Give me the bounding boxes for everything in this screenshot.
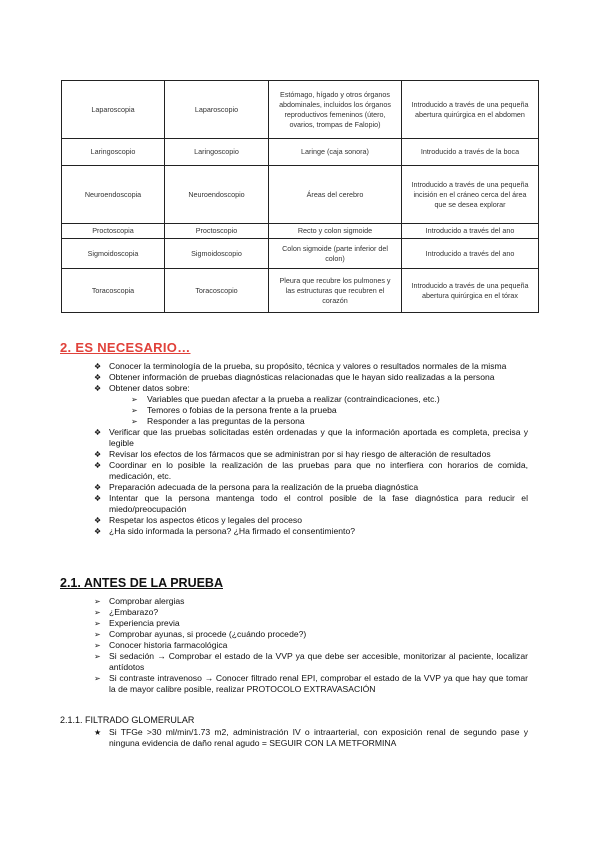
- list-item-text: Comprobar alergias: [109, 596, 185, 606]
- list-item: [91, 618, 528, 629]
- diamond-bullet-icon: ❖: [94, 384, 102, 393]
- list-item-text: Coordinar en lo posible la realización de las pruebas para que no interfiera con horarios de comida, medicación, etc.: [109, 460, 528, 481]
- table-row: [62, 269, 539, 313]
- list-item-text: Temores o fobias de la persona frente a la prueba: [147, 405, 337, 415]
- arrow-bullet-icon: ➢: [131, 395, 138, 404]
- arrow-bullet-icon: ➢: [94, 630, 101, 639]
- diamond-bullet-icon: ❖: [94, 428, 102, 437]
- table-cell: Laringoscopio: [62, 139, 165, 166]
- list-item: [91, 607, 528, 618]
- diamond-bullet-icon: ❖: [94, 494, 102, 503]
- list-item-text: Si TFGe >30 ml/min/1.73 m2, administración IV o intraarterial, con exposición renal de segundo pase y ninguna evidencia de daño renal agudo = SEGUIR CON LA METFORMINA: [109, 727, 528, 748]
- diamond-bullet-icon: ❖: [94, 362, 102, 371]
- necesario-list: [91, 361, 528, 537]
- list-item-text: ¿Embarazo?: [109, 607, 159, 617]
- table-cell: Laringoscopio: [165, 139, 269, 166]
- list-item-text: Variables que puedan afectar a la prueba a realizar (contraindicaciones, etc.): [147, 394, 440, 404]
- list-item-text: Intentar que la persona mantenga todo el control posible de la fase diagnóstica para reducir el miedo/preocupación: [109, 493, 528, 514]
- table-cell: Toracoscopio: [165, 269, 269, 313]
- list-item: [91, 596, 528, 607]
- table-row: [62, 224, 539, 239]
- table-cell: Laparoscopio: [165, 81, 269, 139]
- list-item: [109, 405, 528, 416]
- list-item-text: Conocer historia farmacológica: [109, 640, 228, 650]
- table-cell: Introducido a través de la boca: [402, 139, 539, 166]
- list-item: [91, 651, 528, 673]
- list-item: [91, 493, 528, 515]
- filtrado-list: [91, 727, 528, 749]
- section-heading-filtrado-glomerular: 2.1.1. FILTRADO GLOMERULAR: [60, 715, 195, 725]
- list-item: [91, 372, 528, 383]
- list-item: [91, 640, 528, 651]
- list-item: [91, 673, 528, 695]
- table-cell: Recto y colon sigmoide: [269, 224, 402, 239]
- arrow-bullet-icon: ➢: [94, 652, 101, 661]
- table-cell: Laparoscopia: [62, 81, 165, 139]
- list-item-text: Obtener datos sobre:: [109, 383, 190, 393]
- list-item-text: Conocer la terminología de la prueba, su propósito, técnica y valores o resultados normales de la misma: [109, 361, 507, 371]
- table-cell: Sigmoidoscopia: [62, 239, 165, 269]
- list-item-text: Obtener información de pruebas diagnósticas relacionadas que le hayan sido realizadas a la persona: [109, 372, 495, 382]
- list-item: [91, 526, 528, 537]
- list-item-text: Comprobar ayunas, si procede (¿cuándo procede?): [109, 629, 307, 639]
- list-item: [91, 482, 528, 493]
- table-cell: Laringe (caja sonora): [269, 139, 402, 166]
- arrow-bullet-icon: ➢: [131, 406, 138, 415]
- list-item: [109, 394, 528, 405]
- nested-list: [109, 394, 528, 427]
- list-item: [91, 515, 528, 526]
- arrow-bullet-icon: ➢: [94, 608, 101, 617]
- list-item: [91, 460, 528, 482]
- endoscopy-table: [61, 80, 539, 313]
- arrow-bullet-icon: ➢: [94, 597, 101, 606]
- arrow-bullet-icon: ➢: [131, 417, 138, 426]
- table-row: [62, 81, 539, 139]
- table-cell: Introducido a través de una pequeña abertura quirúrgica en el tórax: [402, 269, 539, 313]
- list-item-text: Preparación adecuada de la persona para la realización de la prueba diagnóstica: [109, 482, 419, 492]
- list-item-text: Verificar que las pruebas solicitadas estén ordenadas y que la información aportada es completa, precisa y legible: [109, 427, 528, 448]
- table-cell: Toracoscopia: [62, 269, 165, 313]
- list-item-text: ¿Ha sido informada la persona? ¿Ha firmado el consentimiento?: [109, 526, 356, 536]
- table-cell: Sigmoidoscopio: [165, 239, 269, 269]
- table-cell: Proctoscopia: [62, 224, 165, 239]
- table-cell: Introducido a través de una pequeña incisión en el cráneo cerca del área que se desea explorar: [402, 166, 539, 224]
- list-item: [91, 727, 528, 749]
- list-item: [109, 416, 528, 427]
- table-cell: Estómago, hígado y otros órganos abdominales, incluidos los órganos reproductivos femeninos (útero, ovarios, trompas de Falopio): [269, 81, 402, 139]
- table-cell: Neuroendoscopia: [62, 166, 165, 224]
- list-item-text: Responder a las preguntas de la persona: [147, 416, 305, 426]
- diamond-bullet-icon: ❖: [94, 373, 102, 382]
- diamond-bullet-icon: ❖: [94, 461, 102, 470]
- list-item-text: Si sedación → Comprobar el estado de la VVP ya que debe ser accesible, monitorizar al paciente, localizar antídotos: [109, 651, 528, 672]
- list-item: [91, 427, 528, 449]
- table-cell: Colon sigmoide (parte inferior del colon): [269, 239, 402, 269]
- list-item-text: Si contraste intravenoso → Conocer filtrado renal EPI, comprobar el estado de la VVP ya que hay que tomar la de mayor calibre posible, realizar PROTOCOLO EXTRAVASACIÓN: [109, 673, 528, 694]
- diamond-bullet-icon: ❖: [94, 527, 102, 536]
- arrow-bullet-icon: ➢: [94, 619, 101, 628]
- table-cell: Pleura que recubre los pulmones y las estructuras que recubren el corazón: [269, 269, 402, 313]
- list-item: [91, 629, 528, 640]
- antes-list: [91, 596, 528, 695]
- star-bullet-icon: ★: [94, 728, 102, 737]
- diamond-bullet-icon: ❖: [94, 483, 102, 492]
- section-heading-antes-de-la-prueba: 2.1. ANTES DE LA PRUEBA: [60, 576, 223, 590]
- table-cell: Introducido a través de una pequeña abertura quirúrgica en el abdomen: [402, 81, 539, 139]
- table-cell: Introducido a través del ano: [402, 224, 539, 239]
- list-item-text: Revisar los efectos de los fármacos que se administran por si hay riesgo de alteración de resultados: [109, 449, 491, 459]
- table-cell: Proctoscopio: [165, 224, 269, 239]
- arrow-bullet-icon: ➢: [94, 674, 101, 683]
- diamond-bullet-icon: ❖: [94, 516, 102, 525]
- list-item-text: Experiencia previa: [109, 618, 180, 628]
- table-cell: Neuroendoscopio: [165, 166, 269, 224]
- list-item: [91, 449, 528, 460]
- list-item-text: Respetar los aspectos éticos y legales del proceso: [109, 515, 302, 525]
- table-row: [62, 139, 539, 166]
- table-cell: Áreas del cerebro: [269, 166, 402, 224]
- diamond-bullet-icon: ❖: [94, 450, 102, 459]
- list-item: [91, 361, 528, 372]
- table-cell: Introducido a través del ano: [402, 239, 539, 269]
- table-row: [62, 166, 539, 224]
- table-row: [62, 239, 539, 269]
- section-heading-es-necesario: 2. ES NECESARIO…: [60, 340, 191, 355]
- list-item: [91, 383, 528, 427]
- arrow-bullet-icon: ➢: [94, 641, 101, 650]
